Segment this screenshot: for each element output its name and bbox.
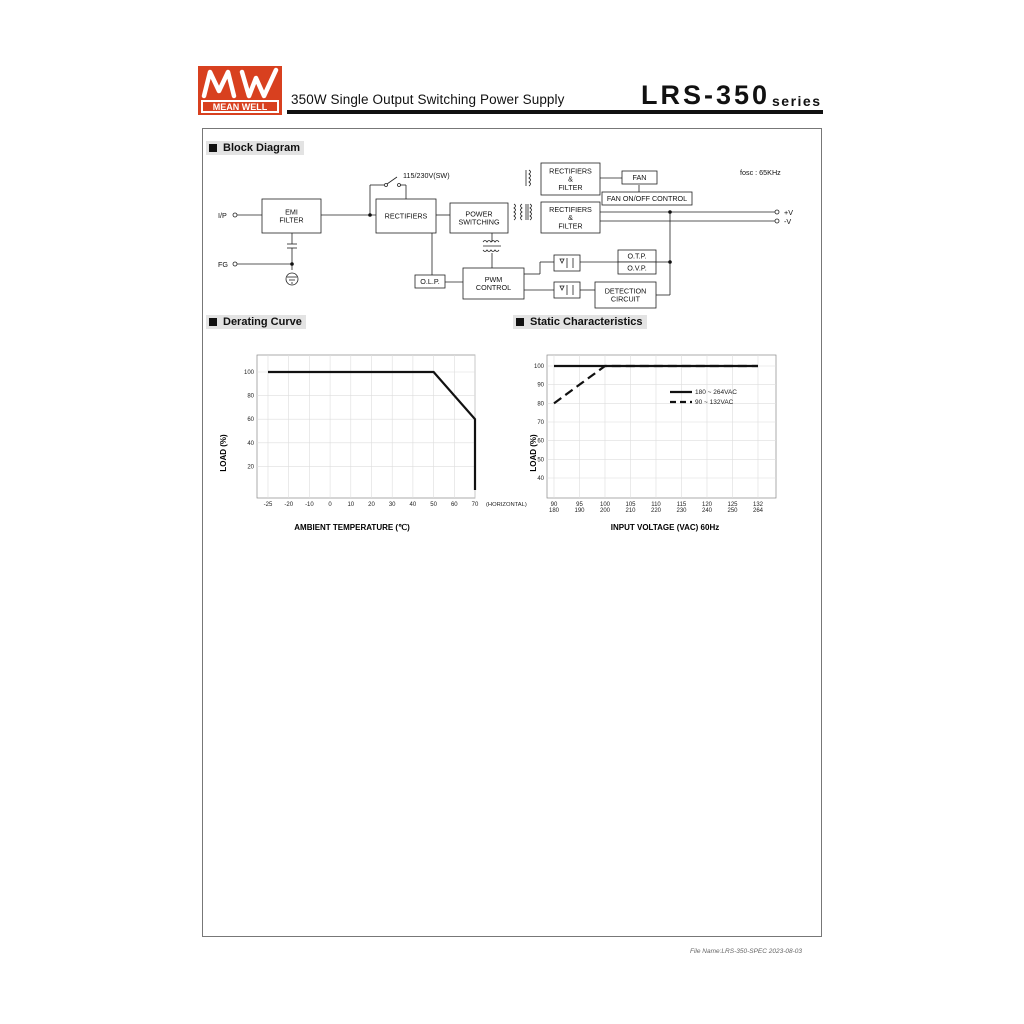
section-title: Block Diagram (223, 142, 301, 154)
block-label: PWM (484, 275, 503, 284)
x-axis-label: AMBIENT TEMPERATURE (℃) (294, 523, 410, 532)
block-label: FILTER (558, 221, 583, 231)
x-tick-label-bottom: 240 (701, 508, 713, 514)
block-pwm (463, 268, 524, 299)
y-tick-label: 80 (247, 393, 254, 400)
legend-entry: 90 ~ 132VAC (695, 399, 734, 406)
x-tick-label: 40 (409, 502, 417, 508)
x-tick-label-top: 125 (727, 502, 738, 508)
block-rect-in (376, 199, 436, 233)
model-name: LRS-350 (641, 80, 771, 110)
x-tick-label: -25 (263, 502, 273, 508)
fosc-label: fosc : 65KHz (740, 168, 781, 177)
block-fan (622, 171, 657, 184)
y-tick-label: 70 (537, 420, 544, 426)
x-tick-label: 50 (430, 502, 437, 508)
x-tick-label: 70 (471, 502, 479, 508)
block-label: FAN ON/OFF CONTROL (606, 194, 688, 204)
y-tick-label: 40 (247, 440, 254, 447)
block-label: SWITCHING (458, 217, 500, 227)
block-label: FILTER (279, 215, 304, 225)
x-tick-label: 10 (347, 502, 355, 508)
fg-label: FG (218, 260, 228, 269)
block-label: O.V.P. (627, 263, 647, 273)
x-tick-label-bottom: 230 (676, 508, 687, 514)
plot-area (547, 355, 776, 498)
x-tick-label-bottom: 220 (650, 508, 662, 514)
ip-label: I/P (218, 211, 227, 220)
bullet-square (209, 144, 217, 152)
bullet-square (209, 318, 217, 326)
block-emi (262, 199, 321, 233)
block-label: CONTROL (475, 283, 512, 293)
x-tick-label: -20 (284, 502, 294, 508)
derating-chart (210, 345, 527, 540)
header-rule (287, 110, 823, 114)
block-label: FAN (632, 173, 647, 183)
vminus-label: -V (784, 217, 792, 226)
x-tick-label: 0 (328, 502, 332, 508)
block-otp (618, 250, 656, 262)
x-tick-label-bottom: 200 (599, 508, 611, 514)
vplus-label: +V (784, 208, 793, 217)
block-power-sw (450, 203, 508, 233)
logo-brand-text: MEAN WELL (212, 102, 268, 112)
switch-label: 115/230V(SW) (403, 171, 450, 180)
block-label: DETECTION (604, 286, 647, 296)
plot-area (257, 355, 475, 498)
section-static-characteristics (513, 315, 647, 329)
x-tick-label-top: 115 (676, 502, 687, 508)
section-derating-curve (206, 315, 306, 329)
block-label: FILTER (558, 182, 583, 192)
block-fan-ctrl (602, 192, 692, 205)
x-tick-label-bottom: 264 (752, 508, 764, 514)
y-tick-label: 100 (243, 370, 254, 376)
block-label: RECTIFIERS (549, 166, 592, 176)
block-label: & (568, 174, 573, 184)
y-axis-label: LOAD (%) (529, 434, 538, 472)
y-tick-label: 100 (533, 364, 544, 370)
block-label: O.T.P. (627, 251, 647, 261)
bullet-square (516, 318, 524, 326)
legend-entry: 180 ~ 264VAC (695, 389, 737, 396)
x-tick-label-top: 95 (576, 502, 583, 508)
x-tick-label-top: 105 (625, 502, 636, 508)
block-ovp (618, 262, 656, 274)
section-block-diagram (206, 141, 304, 155)
x-tick-suffix: (HORIZONTAL) (486, 502, 527, 508)
y-axis-label: LOAD (%) (219, 434, 228, 472)
y-tick-label: 90 (537, 382, 544, 389)
block-detect (595, 282, 656, 308)
block-olp (415, 275, 445, 288)
block-rect-out (541, 202, 600, 233)
block-label: RECTIFIERS (549, 204, 592, 214)
x-tick-label-top: 120 (701, 502, 713, 508)
y-tick-label: 20 (247, 464, 254, 471)
static-chart (515, 345, 815, 540)
x-tick-label-top: 90 (550, 502, 558, 508)
block-label: POWER (465, 209, 493, 219)
block-label: & (568, 213, 573, 223)
x-tick-label: 30 (388, 502, 396, 508)
block-label: O.L.P. (420, 277, 440, 287)
x-tick-label-bottom: 180 (548, 508, 560, 514)
section-title: Static Characteristics (530, 316, 643, 328)
x-axis-label: INPUT VOLTAGE (VAC) 60Hz (610, 523, 720, 532)
y-tick-label: 80 (537, 401, 544, 408)
y-tick-label: 60 (247, 417, 254, 424)
block-label: CIRCUIT (610, 294, 641, 304)
x-tick-label-bottom: 250 (727, 508, 738, 514)
document-subtitle: 350W Single Output Switching Power Supply (291, 92, 565, 107)
block-diagram (210, 158, 800, 310)
x-tick-label: 60 (450, 502, 458, 508)
x-tick-label: -10 (305, 502, 314, 508)
mean-well-logo (198, 66, 282, 115)
x-tick-label-top: 100 (599, 502, 611, 508)
x-tick-label-bottom: 210 (625, 508, 636, 514)
section-title: Derating Curve (223, 316, 302, 328)
block-label: EMI (285, 207, 298, 217)
series-label: series (772, 93, 822, 109)
block-label: RECTIFIERS (384, 211, 428, 221)
x-tick-label: 20 (368, 502, 375, 508)
y-tick-label: 60 (537, 438, 544, 445)
y-tick-label: 40 (537, 476, 544, 482)
x-tick-label-top: 110 (651, 502, 661, 508)
x-tick-label-top: 132 (752, 502, 764, 508)
footer-filename: File Name:LRS-350-SPEC 2023-08-03 (690, 948, 802, 955)
block-rect-top (541, 163, 600, 195)
y-tick-label: 50 (537, 457, 544, 464)
x-tick-label-bottom: 190 (574, 508, 585, 514)
